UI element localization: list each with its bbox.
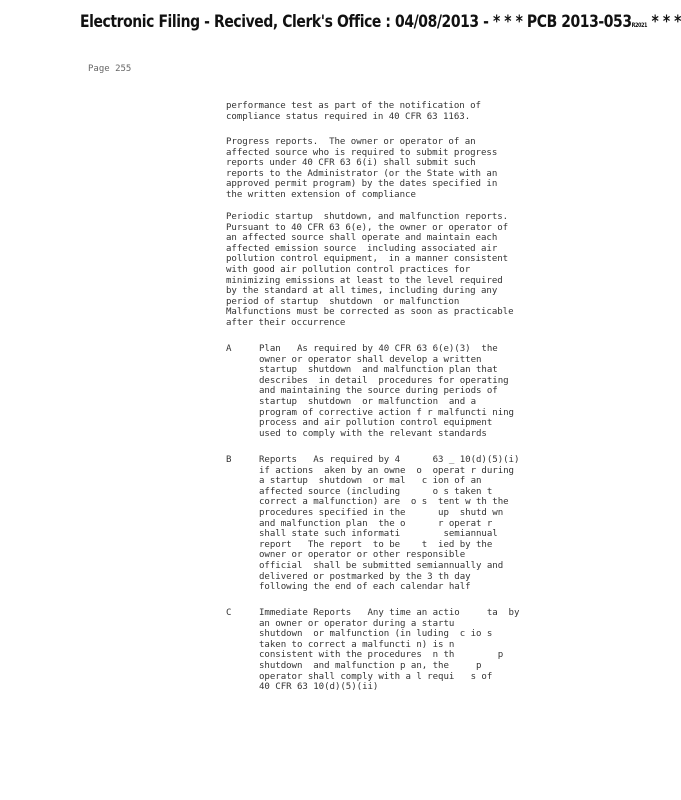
- paragraph-progress-reports: Progress reports. The owner or operator of an affected source who is required to submit progress reports under 40 CFR 63 6(i) shall submit such reports to the Administrator (or the State with an approved permit program) by the dates specified in the written extension of compliance: [226, 137, 498, 200]
- filing-stamp-code: R2021: [631, 22, 648, 29]
- item-text-reports: Reports As required by 4 63 _ 10(d)(5)(i) if actions aken by an owne o operat r during a startup shutdown or mal c ion of an affected source (including o s taken t correct a malfunction) are o s tent w th the procedures specified in the up shutd wn and malfunction plan the o r operat r shall state such informati semiannual report The report to be t ied by the owner or operator or other responsible official shall be submitted semiannually and delivered or postmarked by the 3 th day following the end of each calendar half: [259, 455, 520, 593]
- item-text-immediate-reports: Immediate Reports Any time an actio ta by an owner or operator during a startu shutdown or malfunction (in luding c io s taken to correct a malfuncti n) is n consistent with the procedures n th p shutdown and malfunction p an, the p operator shall comply with a l requi s of 40 CFR 63 10(d)(5)(ii): [259, 608, 520, 693]
- filing-stamp-text: Electronic Filing - Recived, Clerk's Office : 04/08/2013 - * * * PCB 2013-053: [80, 12, 632, 32]
- item-letter-b: B: [226, 455, 232, 465]
- item-text-plan: Plan As required by 40 CFR 63 6(e)(3) the owner or operator shall develop a written startup shutdown and malfunction plan that describes in detail procedures for operating and maintaining the source during periods of startup shutdown or malfunction and a program of corrective action f r malfuncti ning process and air pollution control equipment used to comply with the relevant standards: [259, 344, 514, 439]
- item-letter-c: C: [226, 608, 232, 618]
- filing-stamp: [80, 12, 681, 32]
- paragraph-periodic-reports: Periodic startup shutdown, and malfunction reports. Pursuant to 40 CFR 63 6(e), the owner or operator of an affected source shall operate and maintain each affected emission source including associated air pollution control equipment, in a manner consistent with good air pollution control practices for minimizing emissions at least to the level required by the standard at all times, including during any period of startup shutdown or malfunction Malfunctions must be corrected as soon as practicable after their occurrence: [226, 212, 514, 328]
- item-letter-a: A: [226, 344, 232, 354]
- paragraph-performance-test: performance test as part of the notification of compliance status required in 40 CFR 63 1163.: [226, 101, 481, 122]
- page-number: Page 255: [88, 64, 132, 74]
- filing-stamp-tail: * * *: [651, 12, 681, 32]
